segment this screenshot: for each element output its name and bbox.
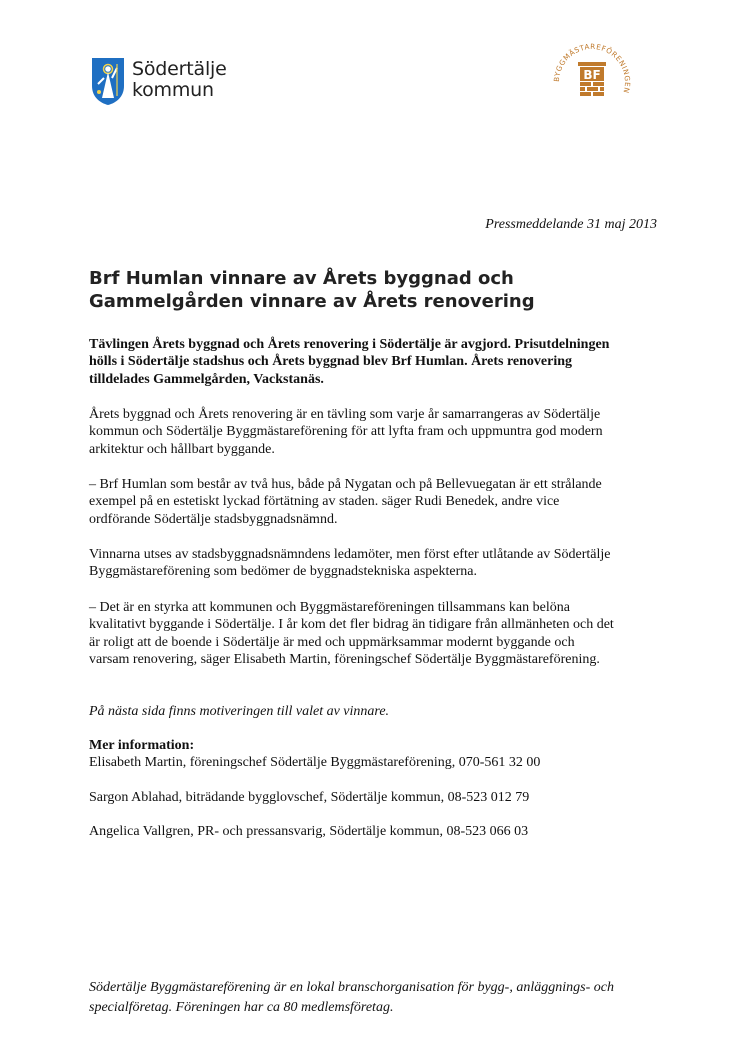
text-line: Tävlingen Årets byggnad och Årets renovering i Södertälje är avgjord. Prisutdelningen	[89, 337, 610, 352]
next-page-note: På nästa sida finns motiveringen till valet av vinnare.	[89, 704, 390, 719]
municipality-logo	[90, 56, 250, 108]
text-line: ordförande Södertälje stadsbyggnadsnämnd.	[89, 511, 338, 527]
text-line: Byggmästareförening som bedömer de byggnadstekniska aspekterna.	[89, 564, 478, 580]
body-paragraph	[89, 406, 661, 458]
text-line: exempel på en estetiskt lyckad förtätning av staden. säger Rudi Benedek, andre vice	[89, 494, 560, 510]
association-ring-text: BYGGMÄSTAREFÖRENINGEN	[551, 41, 633, 95]
text-line: kommun och Södertälje Byggmästareförening för att lyfta fram och uppmuntra god modern	[89, 424, 603, 440]
press-release-date: Pressmeddelande 31 maj 2013	[485, 217, 657, 232]
headline-line: Brf Humlan vinnare av Årets byggnad och	[89, 268, 514, 289]
more-info-heading: Mer information:	[89, 738, 195, 753]
quote-paragraph	[89, 599, 661, 668]
footer-line: specialföretag. Föreningen har ca 80 medlemsföretag.	[89, 1000, 394, 1015]
municipality-name-line1: Södertälje	[132, 58, 227, 80]
text-line: Årets byggnad och Årets renovering är en tävling som varje år samarrangeras av Södertälje	[89, 407, 601, 422]
text-line: – Det är en styrka att kommunen och Byggmästareföreningen tillsammans kan belöna	[89, 600, 570, 615]
contact-line: Elisabeth Martin, föreningschef Södertälje Byggmästareförening, 070-561 32 00	[89, 755, 541, 770]
contact-line: Angelica Vallgren, PR- och pressansvarig, Södertälje kommun, 08-523 066 03	[89, 824, 529, 839]
text-line: – Brf Humlan som består av två hus, både på Nygatan och på Bellevuegatan är ett strålande	[89, 477, 602, 492]
municipality-name	[132, 59, 227, 101]
association-logo	[549, 39, 635, 125]
text-line: tilldelades Gammelgården, Vackstanäs.	[89, 371, 324, 387]
contact-line: Sargon Ablahad, biträdande bygglovschef, Södertälje kommun, 08-523 012 79	[89, 790, 530, 805]
quote-paragraph	[89, 476, 661, 528]
text-line: Vinnarna utses av stadsbyggnadsnämndens ledamöter, men först efter utlåtande av Södertälje	[89, 547, 611, 562]
text-line: är roligt att de boende i Södertälje är med och uppmärksammar modernt byggande och	[89, 634, 575, 650]
headline	[89, 267, 659, 313]
municipality-shield-icon	[90, 56, 126, 106]
text-line: arkitektur och hållbart byggande.	[89, 441, 275, 457]
lead-paragraph	[89, 336, 661, 388]
association-initials: BF	[583, 68, 601, 82]
text-line: hölls i Södertälje stadshus och Årets byggnad blev Brf Humlan. Årets renovering	[89, 354, 573, 370]
footer-line: Södertälje Byggmästareförening är en lokal branschorganisation för bygg-, anläggnings- och	[89, 980, 614, 995]
municipality-name-line2: kommun	[132, 79, 214, 101]
text-line: kvalitativt byggande i Södertälje. I år kom det fler bidrag än tidigare från allmänheten och det	[89, 617, 614, 633]
text-line: varsam renovering, säger Elisabeth Martin, föreningschef Södertälje Byggmästareförening.	[89, 651, 600, 667]
footer-note	[89, 978, 669, 1018]
body-paragraph	[89, 546, 661, 581]
headline-line: Gammelgården vinnare av Årets renovering	[89, 291, 535, 312]
